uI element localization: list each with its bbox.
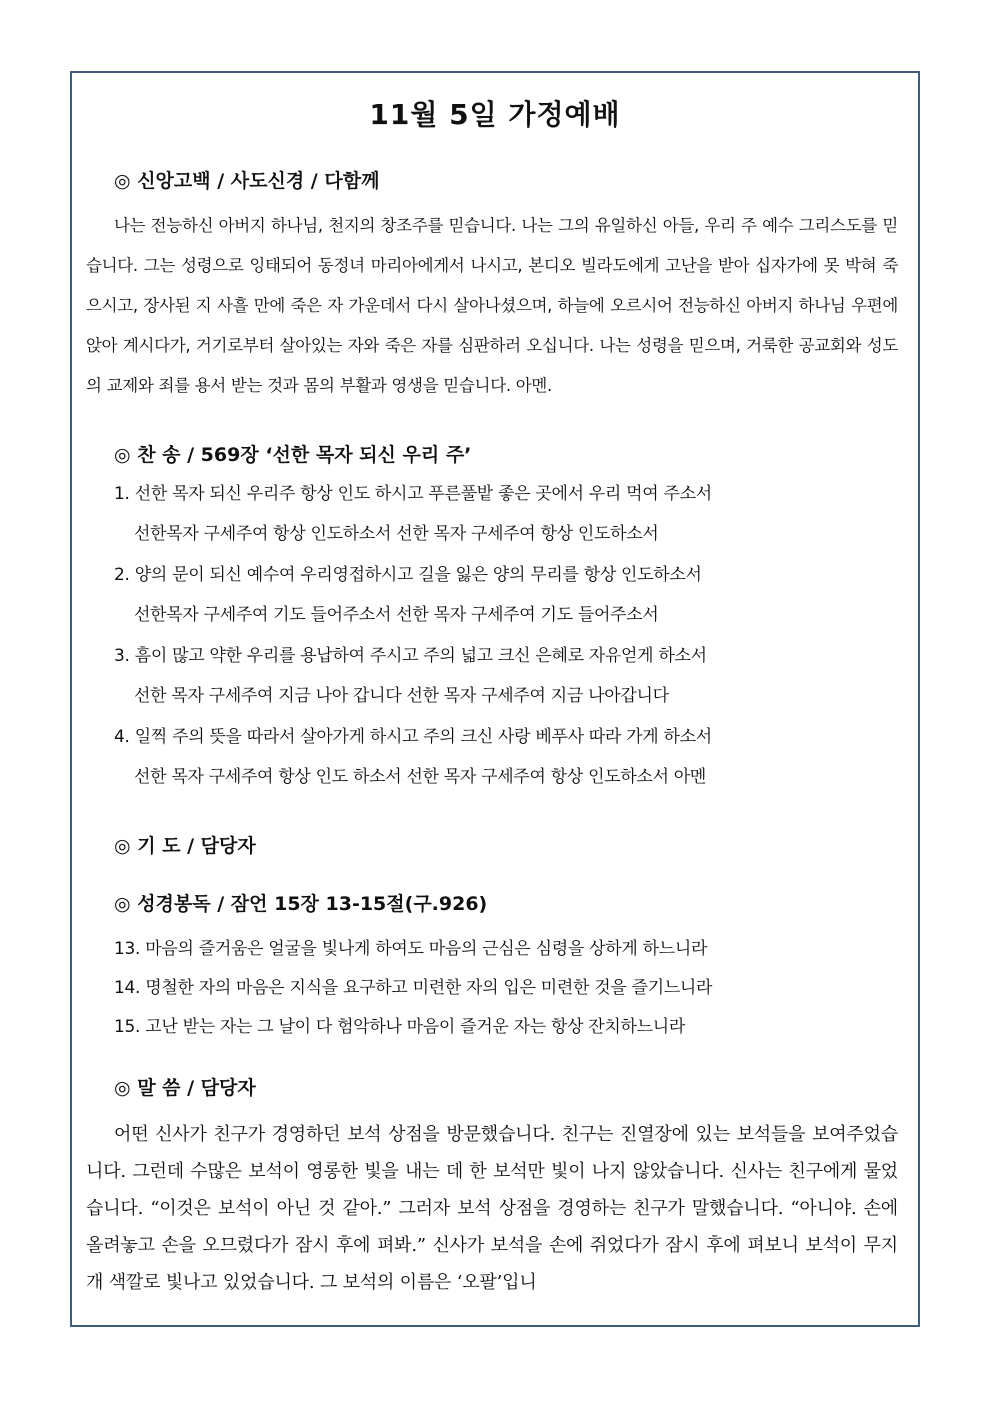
page-title: 11월 5일 가정예배 xyxy=(369,98,621,131)
hymn-heading: ◎ 찬 송 / 569장 ‘선한 목자 되신 우리 주’ xyxy=(114,444,472,466)
scripture-heading: ◎ 성경봉독 / 잠언 15장 13-15절(구.926) xyxy=(114,893,488,915)
hymn-verse-1-line-2: 선한목자 구세주여 항상 인도하소서 선한 목자 구세주여 항상 인도하소서 xyxy=(134,524,659,544)
hymn-verse-3-line-1: 3. 흠이 많고 약한 우리를 용납하여 주시고 주의 넓고 크신 은혜로 자유얻게 하소서 xyxy=(114,646,707,666)
scripture-verse-15: 15. 고난 받는 자는 그 날이 다 험악하나 마음이 즐거운 자는 항상 잔치하느니라 xyxy=(114,1017,686,1037)
hymn-verse-3-line-2: 선한 목자 구세주여 지금 나아 갑니다 선한 목자 구세주여 지금 나아갑니다 xyxy=(134,686,669,706)
page-frame xyxy=(70,71,920,1327)
hymn-verse-4-line-2: 선한 목자 구세주여 항상 인도 하소서 선한 목자 구세주여 항상 인도하소서 아멘 xyxy=(134,767,707,787)
creed-heading: ◎ 신앙고백 / 사도신경 / 다함께 xyxy=(114,170,380,192)
sermon-heading: ◎ 말 씀 / 담당자 xyxy=(114,1077,256,1099)
prayer-heading: ◎ 기 도 / 담당자 xyxy=(114,835,256,857)
hymn-verse-2-line-1: 2. 양의 문이 되신 예수여 우리영접하시고 길을 잃은 양의 무리를 항상 인도하소서 xyxy=(114,565,702,585)
scripture-verse-14: 14. 명철한 자의 마음은 지식을 요구하고 미련한 자의 입은 미련한 것을 즐기느니라 xyxy=(114,978,713,998)
hymn-verse-4-line-1: 4. 일찍 주의 뜻을 따라서 살아가게 하시고 주의 크신 사랑 베푸사 따라 가게 하소서 xyxy=(114,727,712,747)
sermon-text: 어떤 신사가 친구가 경영하던 보석 상점을 방문했습니다. 친구는 진열장에 있는 보석들을 보여주었습니다. 그런데 수많은 보석이 영롱한 빛을 내는 데 한 보석만 빛이 나지 않았습니다. 신사는 친구에게 물었습니다. “이것은 보석이 아닌 것 같아.” 그러자 보석 상점을 경영하는 친구가 말했습니다. “아니야. 손에 올려놓고 손을 오므렸다가 잠시 후에 펴봐.” 신사가 보석을 손에 쥐었다가 잠시 후에 펴보니 보석이 무지개 색깔로 빛나고 있었습니다. 그 보석의 이름은 ‘오팔’입니 xyxy=(86,1124,899,1293)
hymn-verse-1-line-1: 1. 선한 목자 되신 우리주 항상 인도 하시고 푸른풀밭 좋은 곳에서 우리 먹여 주소서 xyxy=(114,484,712,504)
scripture-verse-13: 13. 마음의 즐거움은 얼굴을 빛나게 하여도 마음의 근심은 심령을 상하게 하느니라 xyxy=(114,939,708,959)
hymn-verse-2-line-2: 선한목자 구세주여 기도 들어주소서 선한 목자 구세주여 기도 들어주소서 xyxy=(134,605,659,625)
creed-text: 나는 전능하신 아버지 하나님, 천지의 창조주를 믿습니다. 나는 그의 유일하신 아들, 우리 주 예수 그리스도를 믿습니다. 그는 성령으로 잉태되어 동정녀 마리아에게서 나시고, 본디오 빌라도에게 고난을 받아 십자가에 못 박혀 죽으시고, 장사된 지 사흘 만에 죽은 자 가운데서 다시 살아나셨으며, 하늘에 오르시어 전능하신 아버지 하나님 우편에 앉아 계시다가, 거기로부터 살아있는 자와 죽은 자를 심판하러 오십니다. 나는 성령을 믿으며, 거룩한 공교회와 성도의 교제와 죄를 용서 받는 것과 몸의 부활과 영생을 믿습니다. 아멘. xyxy=(86,216,898,395)
